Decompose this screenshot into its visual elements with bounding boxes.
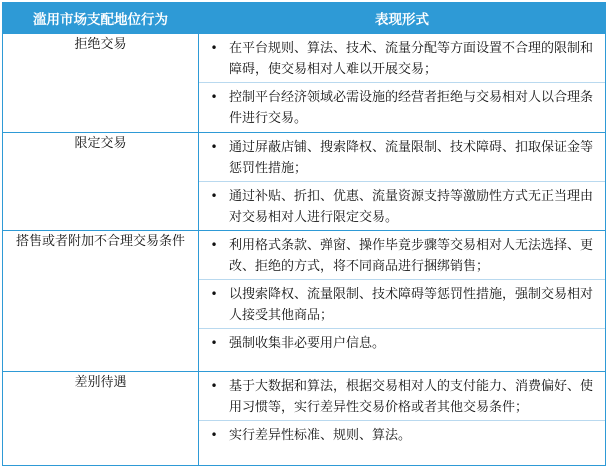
- list-item: [199, 328, 605, 356]
- list-item-text: 通过屏蔽店铺、搜索降权、流量限制、技术障碍、扣取保证金等惩罚性措施；: [229, 140, 594, 176]
- bullet-icon: •: [210, 140, 218, 154]
- forms-cell: [199, 133, 606, 231]
- table-row: [3, 231, 606, 372]
- forms-cell: [199, 34, 606, 133]
- list-item: [199, 34, 605, 82]
- bullet-icon: •: [210, 287, 218, 301]
- table-row: [3, 34, 606, 133]
- table-row: [3, 372, 606, 466]
- list-item-text: 强制收集非必要用户信息。: [229, 336, 386, 351]
- bullet-icon: •: [210, 238, 218, 252]
- list-item: [199, 181, 605, 230]
- list-item-text: 实行差异性标准、规则、算法。: [229, 428, 412, 443]
- bullet-icon: •: [210, 189, 218, 203]
- behavior-cell: 差别待遇: [3, 372, 199, 466]
- behavior-cell: 搭售或者附加不合理交易条件: [3, 231, 199, 372]
- list-item-text: 在平台规则、算法、技术、流量分配等方面设置不合理的限制和障碍，使交易相对人难以开展交易；: [229, 41, 594, 77]
- list-item-text: 基于大数据和算法，根据交易相对人的支付能力、消费偏好、使用习惯等，实行差异性交易价格或者其他交易条件；: [229, 379, 594, 415]
- list-item: [199, 82, 605, 131]
- list-item-text: 以搜索降权、流量限制、技术障碍等惩罚性措施，强制交易相对人接受其他商品；: [229, 287, 594, 323]
- list-item: [199, 372, 605, 420]
- list-item: [199, 231, 605, 279]
- behavior-cell: 限定交易: [3, 133, 199, 231]
- header-forms: 表现形式: [199, 3, 606, 34]
- table-row: [3, 133, 606, 231]
- behavior-cell: 拒绝交易: [3, 34, 199, 133]
- bullet-icon: •: [210, 428, 218, 442]
- list-item: [199, 133, 605, 181]
- abuse-behaviors-table: [2, 2, 606, 466]
- header-behavior: 滥用市场支配地位行为: [3, 3, 199, 34]
- bullet-icon: •: [210, 90, 218, 104]
- bullet-icon: •: [210, 336, 218, 350]
- list-item-text: 通过补贴、折扣、优惠、流量资源支持等激励性方式无正当理由对交易相对人进行限定交易。: [229, 189, 594, 225]
- list-item-text: 利用格式条款、弹窗、操作毕竟步骤等交易相对人无法选择、更改、拒绝的方式，将不同商品进行捆绑销售；: [229, 238, 594, 274]
- forms-cell: [199, 372, 606, 466]
- list-item-text: 控制平台经济领域必需设施的经营者拒绝与交易相对人以合理条件进行交易。: [229, 90, 594, 126]
- list-item: [199, 279, 605, 328]
- bullet-icon: •: [210, 41, 218, 55]
- list-item: [199, 420, 605, 448]
- bullet-icon: •: [210, 379, 218, 393]
- forms-cell: [199, 231, 606, 372]
- header-row: [3, 3, 606, 34]
